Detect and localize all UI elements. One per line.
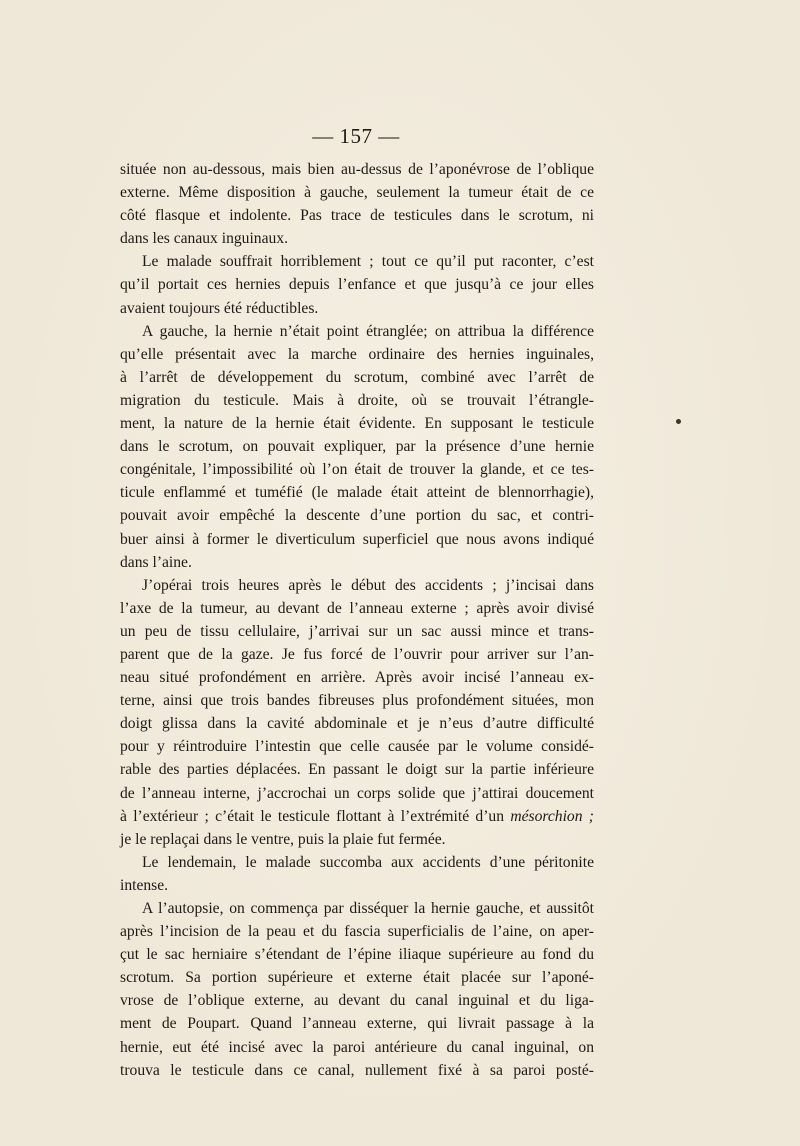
text-line-content: à l’arrêt de développement du scrotum, combiné avec l’arrêt de [120,368,594,386]
text-line [120,158,594,181]
text-line-content: J’opérai trois heures après le début des accidents ; j’incisai dans [142,576,594,594]
italic-term: mésorchion ; [510,807,594,825]
text-line [120,366,594,389]
text-line-content: pour y réintroduire l’intestin que celle causée par le volume considé- [120,738,594,756]
text-line-content: A l’autopsie, on commença par disséquer la hernie gauche, et aussitôt [142,900,594,917]
text-line-content: qu’elle présentait avec la marche ordinaire des hernies inguinales, [120,345,594,363]
text-line-content: pouvait avoir empêché la descente d’une portion du sac, et contri- [120,507,594,525]
text-line [120,758,594,781]
text-line [120,227,594,250]
text-line-content: Le lendemain, le malade succomba aux accidents d’une péritonite [142,853,594,871]
text-line-content: terne, ainsi que trois bandes fibreuses plus profondément situées, mon [120,692,594,710]
text-line-content: dans l’aine. [120,553,192,571]
text-line [120,874,594,897]
page-number: — 157 — [312,124,400,148]
text-line [120,1012,594,1035]
text-line [120,666,594,689]
text-line-content: ment, la nature de la hernie était évidente. En supposant le testicule [120,415,594,433]
text-line [120,181,594,204]
text-line-content: scrotum. Sa portion supérieure et externe était placée sur l’aponé- [120,969,594,987]
text-line-content: qu’il portait ces hernies depuis l’enfance et que jusqu’à ce jour elles [120,276,594,294]
text-line [120,712,594,735]
text-line [120,250,594,273]
text-line-content: externe. Même disposition à gauche, seulement la tumeur était de ce [120,184,594,202]
text-line-content: parent que de la gaze. Je fus forcé de l’ouvrir pour arriver sur l’an- [120,645,594,663]
text-line [120,297,594,320]
text-line-content: ment de Poupart. Quand l’anneau externe, qui livrait passage à la [120,1015,594,1033]
body-text [120,158,594,1082]
text-line [120,528,594,551]
text-line [120,735,594,758]
text-line-content: migration du testicule. Mais à droite, où se trouvait l’étrangle- [120,391,594,409]
text-line-content: dans les canaux inguinaux. [120,230,289,248]
text-line [120,597,594,620]
text-line [120,782,594,805]
text-line [120,805,594,828]
text-line-content: neau situé profondément en arrière. Après avoir incisé l’anneau ex- [120,669,594,687]
text-line-content: après l’incision de la peau et du fascia superficialis de l’aine, on aper- [120,923,594,941]
text-line [120,828,594,851]
text-line-content: ticule enflammé et tuméfié (le malade était atteint de blennorrhagie), [120,484,594,502]
text-line [120,343,594,366]
text-line [120,412,594,435]
text-line-content: située non au-dessous, mais bien au-dessus de l’aponévrose de l’oblique [120,161,594,178]
text-line [120,320,594,343]
text-line-content: de l’anneau interne, j’accrochai un corps solide que j’attirai doucement [120,784,594,802]
text-line-content: buer ainsi à former le diverticulum superficiel que nous avons indiqué [120,530,594,548]
text-line [120,551,594,574]
text-line [120,481,594,504]
text-line-content: intense. [120,876,169,894]
text-line [120,620,594,643]
text-line-content: trouva le testicule dans ce canal, nullement fixé à sa paroi posté- [120,1061,594,1079]
text-line-content: congénitale, l’impossibilité où l’on était de trouver la glande, et ce tes- [120,461,594,479]
text-line-content: A gauche, la hernie n’était point étranglée; on attribua la différence [142,322,594,340]
text-line [120,943,594,966]
ink-speck [676,419,681,424]
text-line [120,897,594,920]
text-line-content: l’axe de la tumeur, au devant de l’anneau externe ; après avoir divisé [120,599,594,617]
text-line-content: çut le sac herniaire s’étendant de l’épine iliaque supérieure au fond du [120,946,594,964]
text-line [120,204,594,227]
text-line [120,920,594,943]
text-line-content: doigt glissa dans la cavité abdominale et je n’eus d’autre difficulté [120,715,594,733]
text-line-content: avaient toujours été réductibles. [120,299,319,317]
text-line [120,989,594,1012]
text-line [120,643,594,666]
text-line-content: à l’extérieur ; c’était le testicule flottant à l’extrémité d’un [120,807,511,825]
text-line [120,574,594,597]
text-line [120,458,594,481]
text-line [120,1036,594,1059]
text-line-content: un peu de tissu cellulaire, j’arrivai sur un sac aussi mince et trans- [120,622,594,640]
text-line [120,1059,594,1082]
text-line [120,273,594,296]
text-line-content: je le replaçai dans le ventre, puis la plaie fut fermée. [120,830,446,848]
text-line-content: rable des parties déplacées. En passant le doigt sur la partie inférieure [120,761,594,779]
text-line [120,389,594,412]
text-line [120,851,594,874]
text-line-content: côté flasque et indolente. Pas trace de testicules dans le scrotum, ni [120,207,594,225]
text-line-content: vrose de l’oblique externe, au devant du canal inguinal et du liga- [120,992,594,1010]
text-line [120,435,594,458]
text-line-content: hernie, eut été incisé avec la paroi antérieure du canal inguinal, on [120,1038,594,1056]
text-line-content: Le malade souffrait horriblement ; tout ce qu’il put raconter, c’est [142,253,594,271]
text-line [120,504,594,527]
text-line-content: dans le scrotum, on pouvait expliquer, par la présence d’une hernie [120,438,594,456]
text-line [120,966,594,989]
text-line [120,689,594,712]
